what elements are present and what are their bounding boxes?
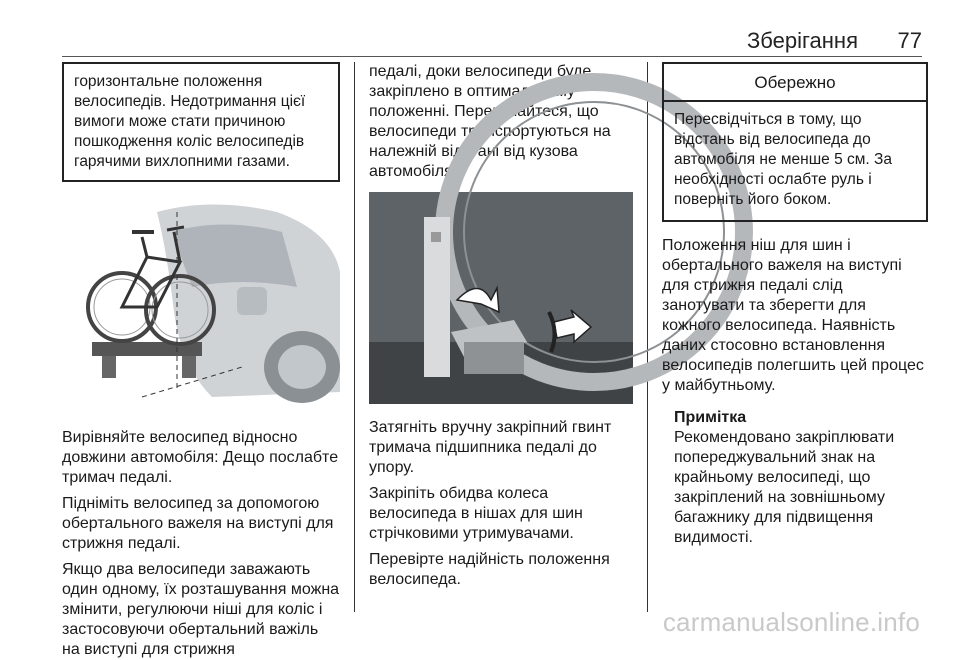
paragraph-two-bikes: Якщо два велосипеди заважають один одному, їх розташування можна змінити, регулюючи ніші для коліс і застосовуючи обертальний важіль на виступі для стрижня: [62, 561, 340, 658]
header-divider: [62, 56, 922, 57]
page-header: [0, 0, 960, 56]
column-2: [369, 62, 633, 590]
page-number: 77: [897, 28, 922, 53]
column-1: [62, 62, 340, 660]
paragraph-tighten-screw: Затягніть вручну закріпний гвинт тримача підшипника педалі до упору.: [369, 419, 612, 476]
pedal-holder-closeup-illustration: [369, 192, 633, 404]
column-3: [662, 62, 928, 548]
paragraph-continuation: педалі, доки велосипеди буде закріплено в оптимальному положенні. Переконайтеся, що велосипеди транспортуються на належній відстані від кузова автомобіля.: [369, 63, 611, 180]
paragraph-secure-wheels: Закріпіть обидва колеса велосипеда в нішах для шин стрічковими утримувачами.: [369, 485, 583, 542]
paragraph-align-bike: Вирівняйте велосипед відносно довжини автомобіля: Дещо послабте тримач педалі.: [62, 429, 339, 486]
column-divider-2: [647, 62, 648, 612]
notice-text: горизонтальне положення велосипедів. Недотримання цієї вимоги може стати причиною пошкодження коліс велосипедів гарячими вихлопними газами.: [74, 73, 306, 170]
paragraph-check-position: Перевірте надійність положення велосипеда.: [369, 551, 610, 588]
paragraph-record-positions: Положення ніш для шин і обертального важеля на виступі для стрижня педалі слід занотувати та зберегти для кожного велосипеда. Наявність даних стосовно встановлення велосипедів полегшить цей процес у майбутньому.: [662, 237, 924, 394]
column-divider-1: [354, 62, 355, 612]
watermark-text: carmanualsonline.info: [662, 607, 920, 637]
warning-text: Пересвідчіться в тому, що відстань від велосипеда до автомобіля не менше 5 см. За необхідності ослабте руль і поверніть його боком.: [674, 111, 893, 208]
warning-box: [662, 62, 928, 222]
note-text: Рекомендовано закріплювати попереджувальний знак на крайньому велосипеді, що закріплений на зовнішньому багажнику для підвищення видимості.: [674, 429, 895, 546]
notice-box: [62, 62, 340, 182]
bike-rack-rear-illustration: [62, 192, 340, 414]
note-title: Примітка: [674, 409, 747, 426]
paragraph-lift-bike: Підніміть велосипед за допомогою обертального важеля на виступі для стрижня педалі.: [62, 495, 334, 552]
warning-title: Обережно: [664, 64, 926, 102]
section-title: Зберігання: [747, 28, 858, 53]
